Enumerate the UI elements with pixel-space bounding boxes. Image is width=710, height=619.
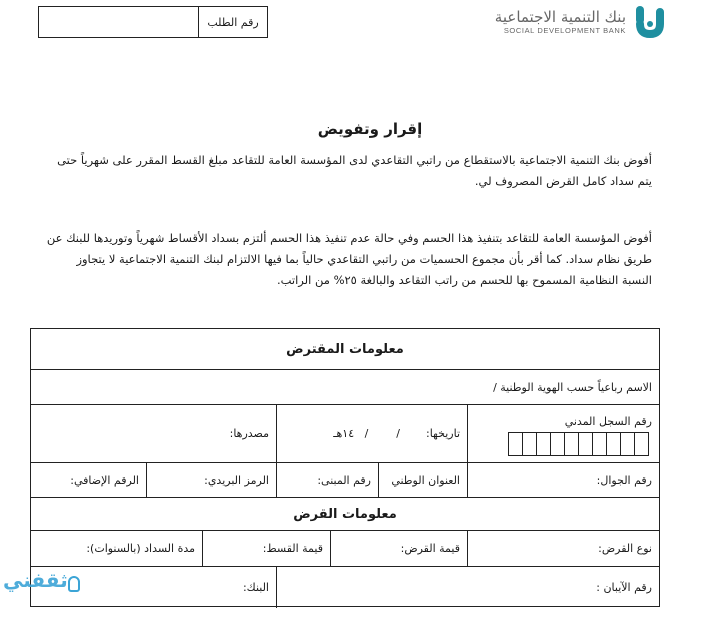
full-name-label: الاسم رباعياً حسب الهوية الوطنية / <box>493 380 652 394</box>
id-row <box>31 405 659 463</box>
bank-logo <box>495 4 666 40</box>
id-date-label: تاريخها: <box>425 427 460 440</box>
loan-value-label: قيمة القرض: <box>400 542 460 555</box>
id-date-hijri: / / ١٤هـ <box>333 427 400 440</box>
loan-type-field[interactable] <box>467 531 659 566</box>
loan-type-label: نوع القرض: <box>598 542 652 555</box>
loan-heading-row <box>31 498 659 531</box>
bank-logo-icon <box>634 4 666 40</box>
repayment-duration-label: مدة السداد (بالسنوات): <box>86 542 195 555</box>
digit-box[interactable] <box>550 432 565 456</box>
borrower-section-heading: معلومات المقترض <box>286 341 404 357</box>
authorization-paragraph-2: أفوض المؤسسة العامة للتقاعد بتنفيذ هذا الحسم وفي حالة عدم تنفيذ هذا الحسم ألتزم بسداد الأقساط شهرياً وتوريدها للبنك عن طريق نظام سداد. كما أقر بأن مجموع الحسميات من راتبي التقاعدي حالياً بما فيها الالتزام لبنك التنمية الاجتماعية لا يتجاوز النسبة النظامية المسموح بها للحسم من راتب التقاعد والبالغة ٢٥% من الراتب. <box>46 231 652 287</box>
iban-field[interactable] <box>276 567 659 608</box>
digit-box[interactable] <box>592 432 607 456</box>
borrower-heading-row <box>31 329 659 370</box>
installment-field[interactable] <box>202 531 330 566</box>
loan-value-field[interactable] <box>330 531 467 566</box>
civil-registry-field[interactable] <box>467 405 659 462</box>
digit-box[interactable] <box>564 432 579 456</box>
request-number-label: رقم الطلب <box>198 7 267 37</box>
digit-box[interactable] <box>536 432 551 456</box>
request-number-field[interactable] <box>39 7 198 37</box>
installment-label: قيمة القسط: <box>262 542 323 555</box>
digit-box[interactable] <box>522 432 537 456</box>
repayment-duration-field[interactable] <box>31 531 202 566</box>
mobile-field[interactable] <box>467 463 659 497</box>
mobile-label: رقم الجوال: <box>596 473 652 487</box>
site-watermark: ثقفني <box>3 568 68 592</box>
name-row <box>31 370 659 405</box>
building-number-field[interactable] <box>276 463 378 497</box>
digit-box[interactable] <box>578 432 593 456</box>
loan-details-row <box>31 531 659 567</box>
full-name-field[interactable] <box>31 370 659 404</box>
postal-code-label: الرمز البريدي: <box>204 473 269 487</box>
additional-number-label: الرقم الإضافي: <box>70 473 139 487</box>
civil-registry-label: رقم السجل المدني <box>564 415 652 428</box>
bank-name-english: SOCIAL DEVELOPMENT BANK <box>503 26 626 35</box>
authorization-paragraph-1: أفوض بنك التنمية الاجتماعية بالاستقطاع من راتبي التقاعدي لدى المؤسسة العامة للتقاعد مبلغ القسط المقرر على شهرياً حتى يتم سداد كامل القرض المصروف لي. <box>57 153 652 188</box>
digit-box[interactable] <box>606 432 621 456</box>
application-form-table <box>30 328 660 607</box>
postal-code-field[interactable] <box>146 463 276 497</box>
national-address-field <box>378 463 467 497</box>
bank-name-arabic: بنك التنمية الاجتماعية <box>494 8 626 26</box>
bank-name-label: البنك: <box>242 581 269 594</box>
loan-section-heading: معلومات القرض <box>293 506 397 522</box>
lightbulb-icon <box>68 576 80 592</box>
request-number-box <box>38 6 268 38</box>
digit-box[interactable] <box>620 432 635 456</box>
iban-label: رقم الآيبان : <box>596 581 652 594</box>
document-title: إقرار وتفويض <box>317 120 423 138</box>
bank-logo-text <box>495 9 626 35</box>
bank-row <box>31 567 659 608</box>
civil-registry-digit-boxes[interactable] <box>509 432 649 456</box>
id-source-label: مصدرها: <box>229 427 269 440</box>
digit-box[interactable] <box>634 432 649 456</box>
contact-row <box>31 463 659 498</box>
digit-box[interactable] <box>508 432 523 456</box>
national-address-label: العنوان الوطني <box>391 473 460 487</box>
id-date-field[interactable] <box>276 405 467 462</box>
building-number-label: رقم المبنى: <box>317 473 371 487</box>
additional-number-field[interactable] <box>31 463 146 497</box>
id-source-field[interactable] <box>31 405 276 462</box>
